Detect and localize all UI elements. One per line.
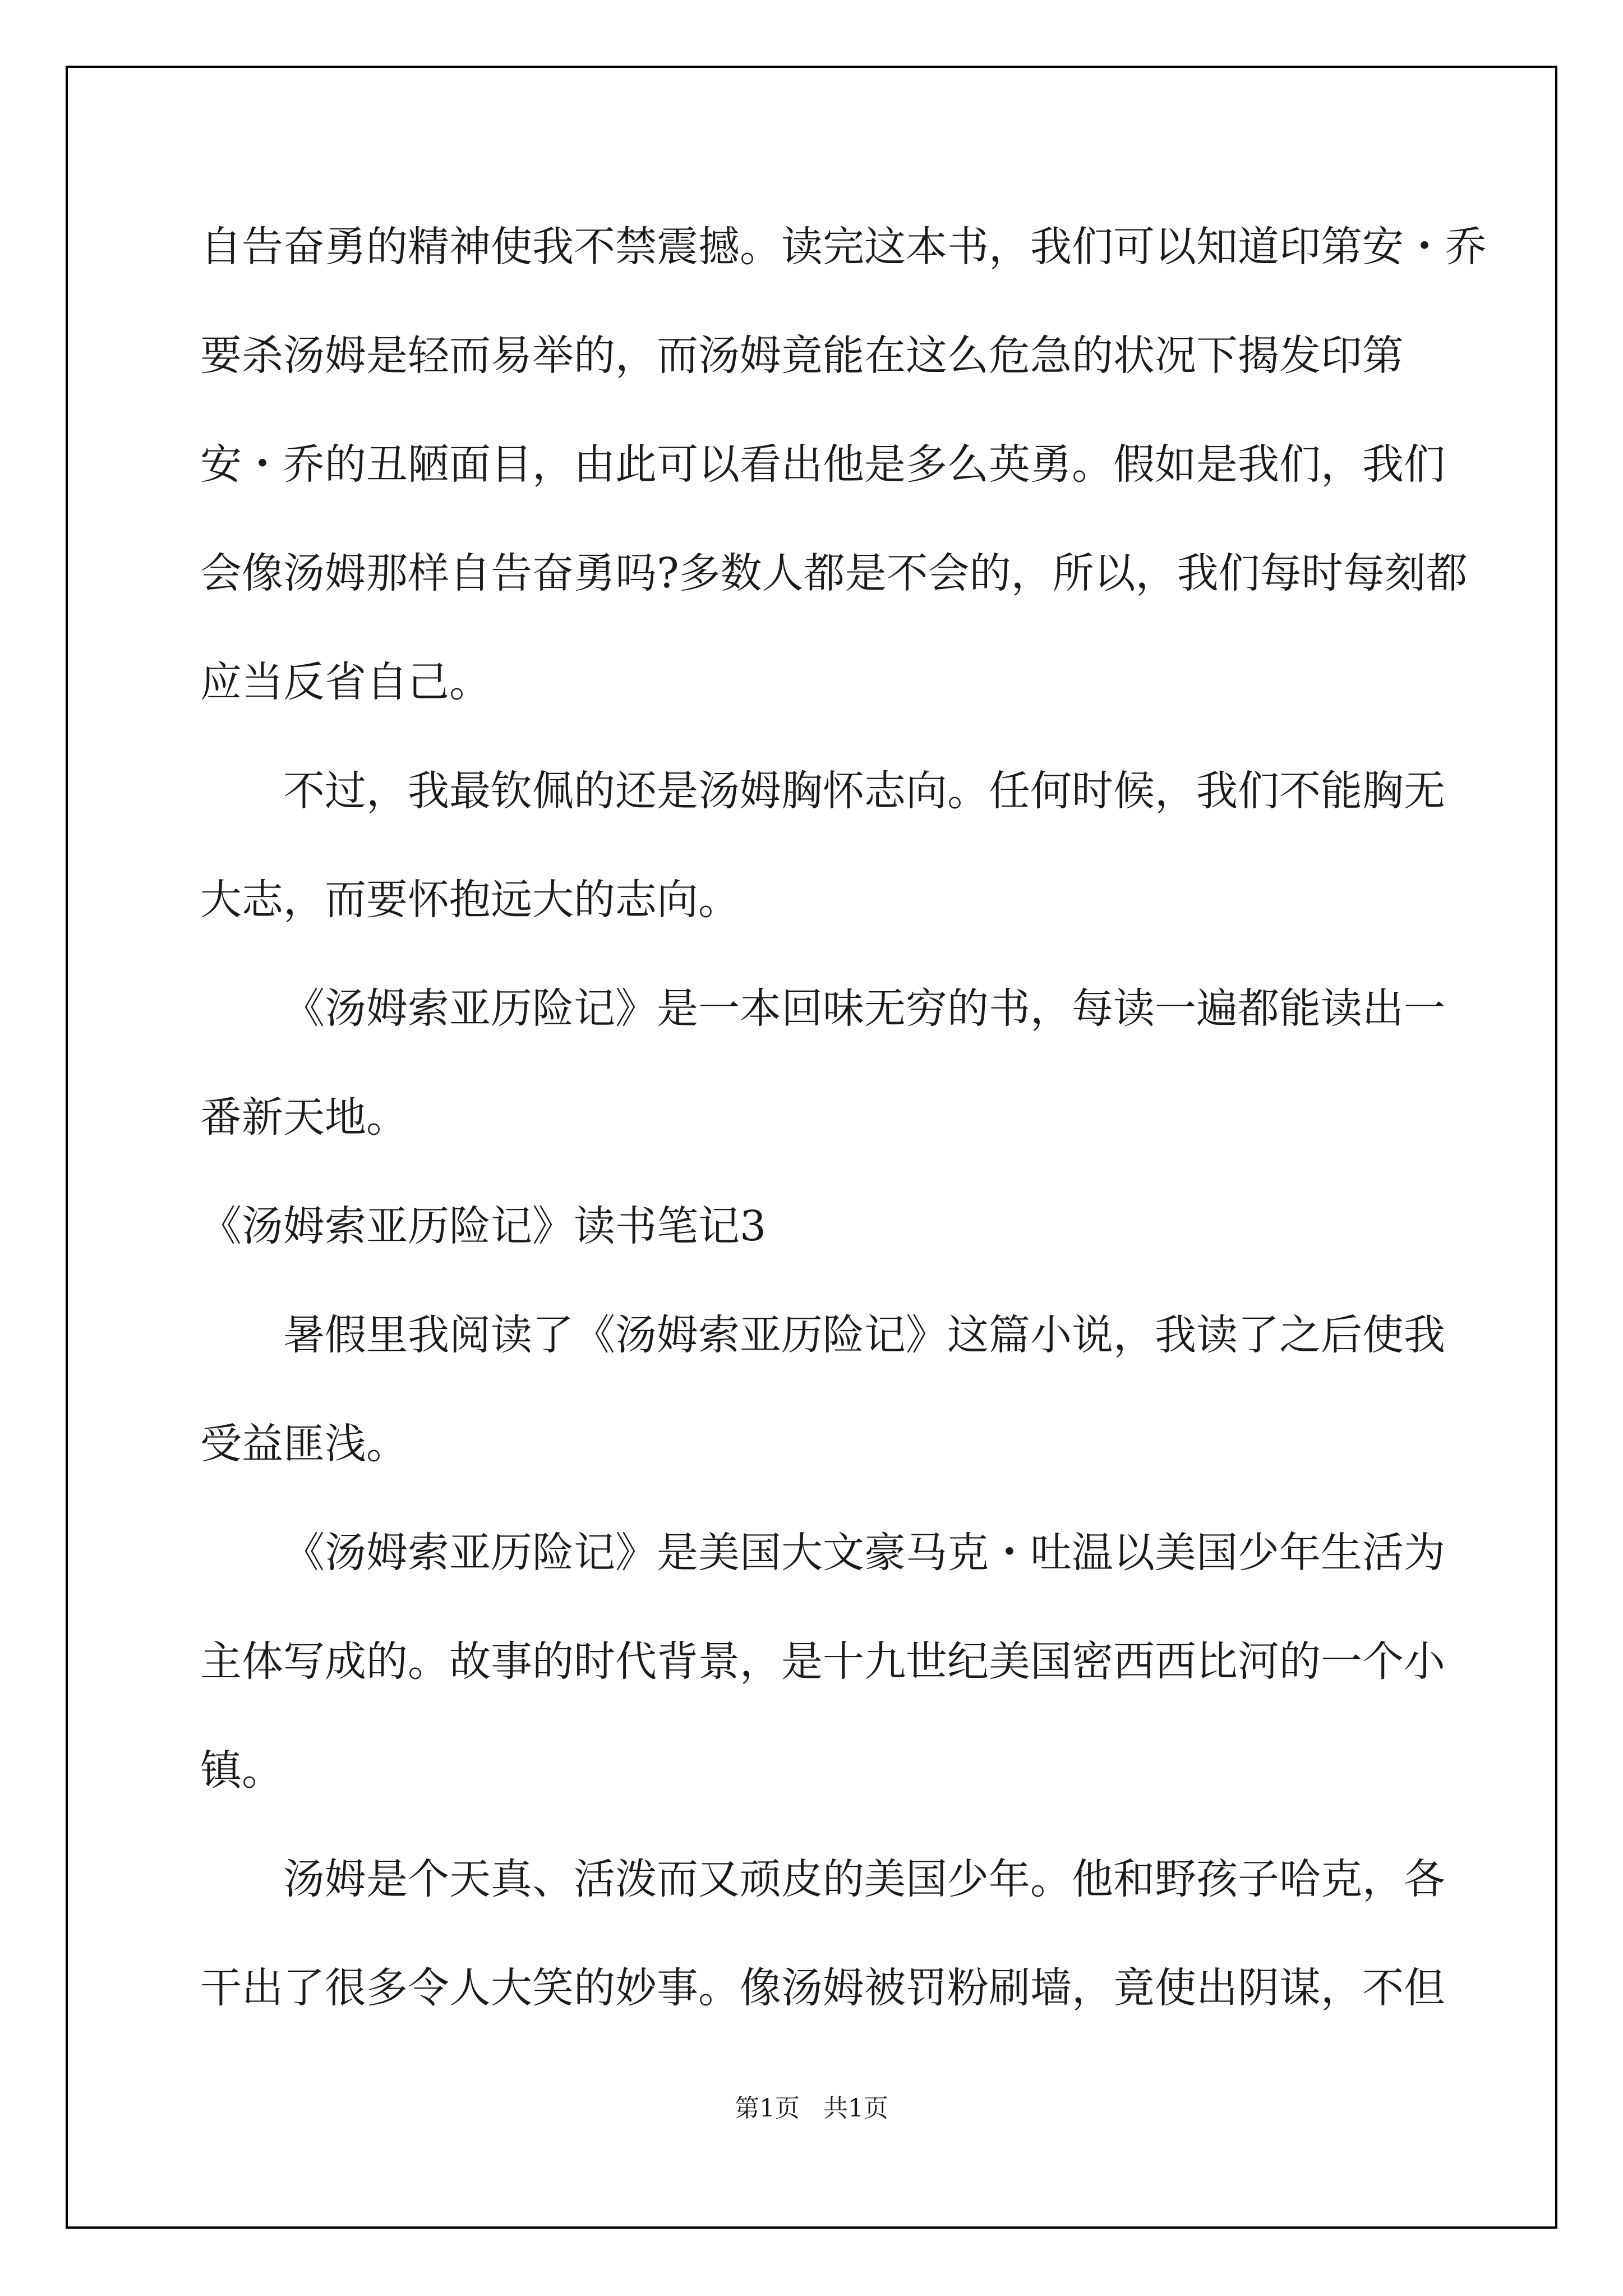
text-line: 大志，而要怀抱远大的志向。 — [200, 876, 740, 924]
page-footer: 第1页 共1页 — [735, 2094, 888, 2123]
paragraph-first-line: 《汤姆索亚历险记》是美国大文豪马克・吐温以美国少年生活为 — [283, 1529, 1445, 1577]
paragraph-first-line: 汤姆是个天真、活泼而又顽皮的美国少年。他和野孩子哈克，各 — [283, 1855, 1445, 1903]
text-line: 应当反省自己。 — [200, 658, 491, 706]
paragraph-first-line: 不过，我最钦佩的还是汤姆胸怀志向。任何时候，我们不能胸无 — [283, 767, 1445, 815]
text-line: 自告奋勇的精神使我不禁震撼。读完这本书，我们可以知道印第安・乔 — [200, 223, 1487, 271]
section-heading: 《汤姆索亚历险记》读书笔记3 — [200, 1202, 767, 1250]
text-line: 镇。 — [200, 1746, 283, 1795]
text-line: 会像汤姆那样自告奋勇吗?多数人都是不会的，所以，我们每时每刻都 — [200, 549, 1468, 597]
text-line: 主体写成的。故事的时代背景，是十九世纪美国密西西比河的一个小 — [200, 1637, 1445, 1686]
text-line: 受益匪浅。 — [200, 1420, 408, 1468]
paragraph-first-line: 暑假里我阅读了《汤姆索亚历险记》这篇小说，我读了之后使我 — [283, 1311, 1445, 1359]
document-body — [200, 208, 1487, 2058]
text-line: 番新天地。 — [200, 1093, 408, 1142]
text-line: 要杀汤姆是轻而易举的，而汤姆竟能在这么危急的状况下揭发印第 — [200, 332, 1404, 380]
text-line: 安・乔的丑陋面目，由此可以看出他是多么英勇。假如是我们，我们 — [200, 440, 1445, 489]
text-line: 干出了很多令人大笑的妙事。像汤姆被罚粉刷墙，竟使出阴谋，不但 — [200, 1964, 1445, 2012]
paragraph-first-line: 《汤姆索亚历险记》是一本回味无穷的书，每读一遍都能读出一 — [283, 984, 1445, 1033]
